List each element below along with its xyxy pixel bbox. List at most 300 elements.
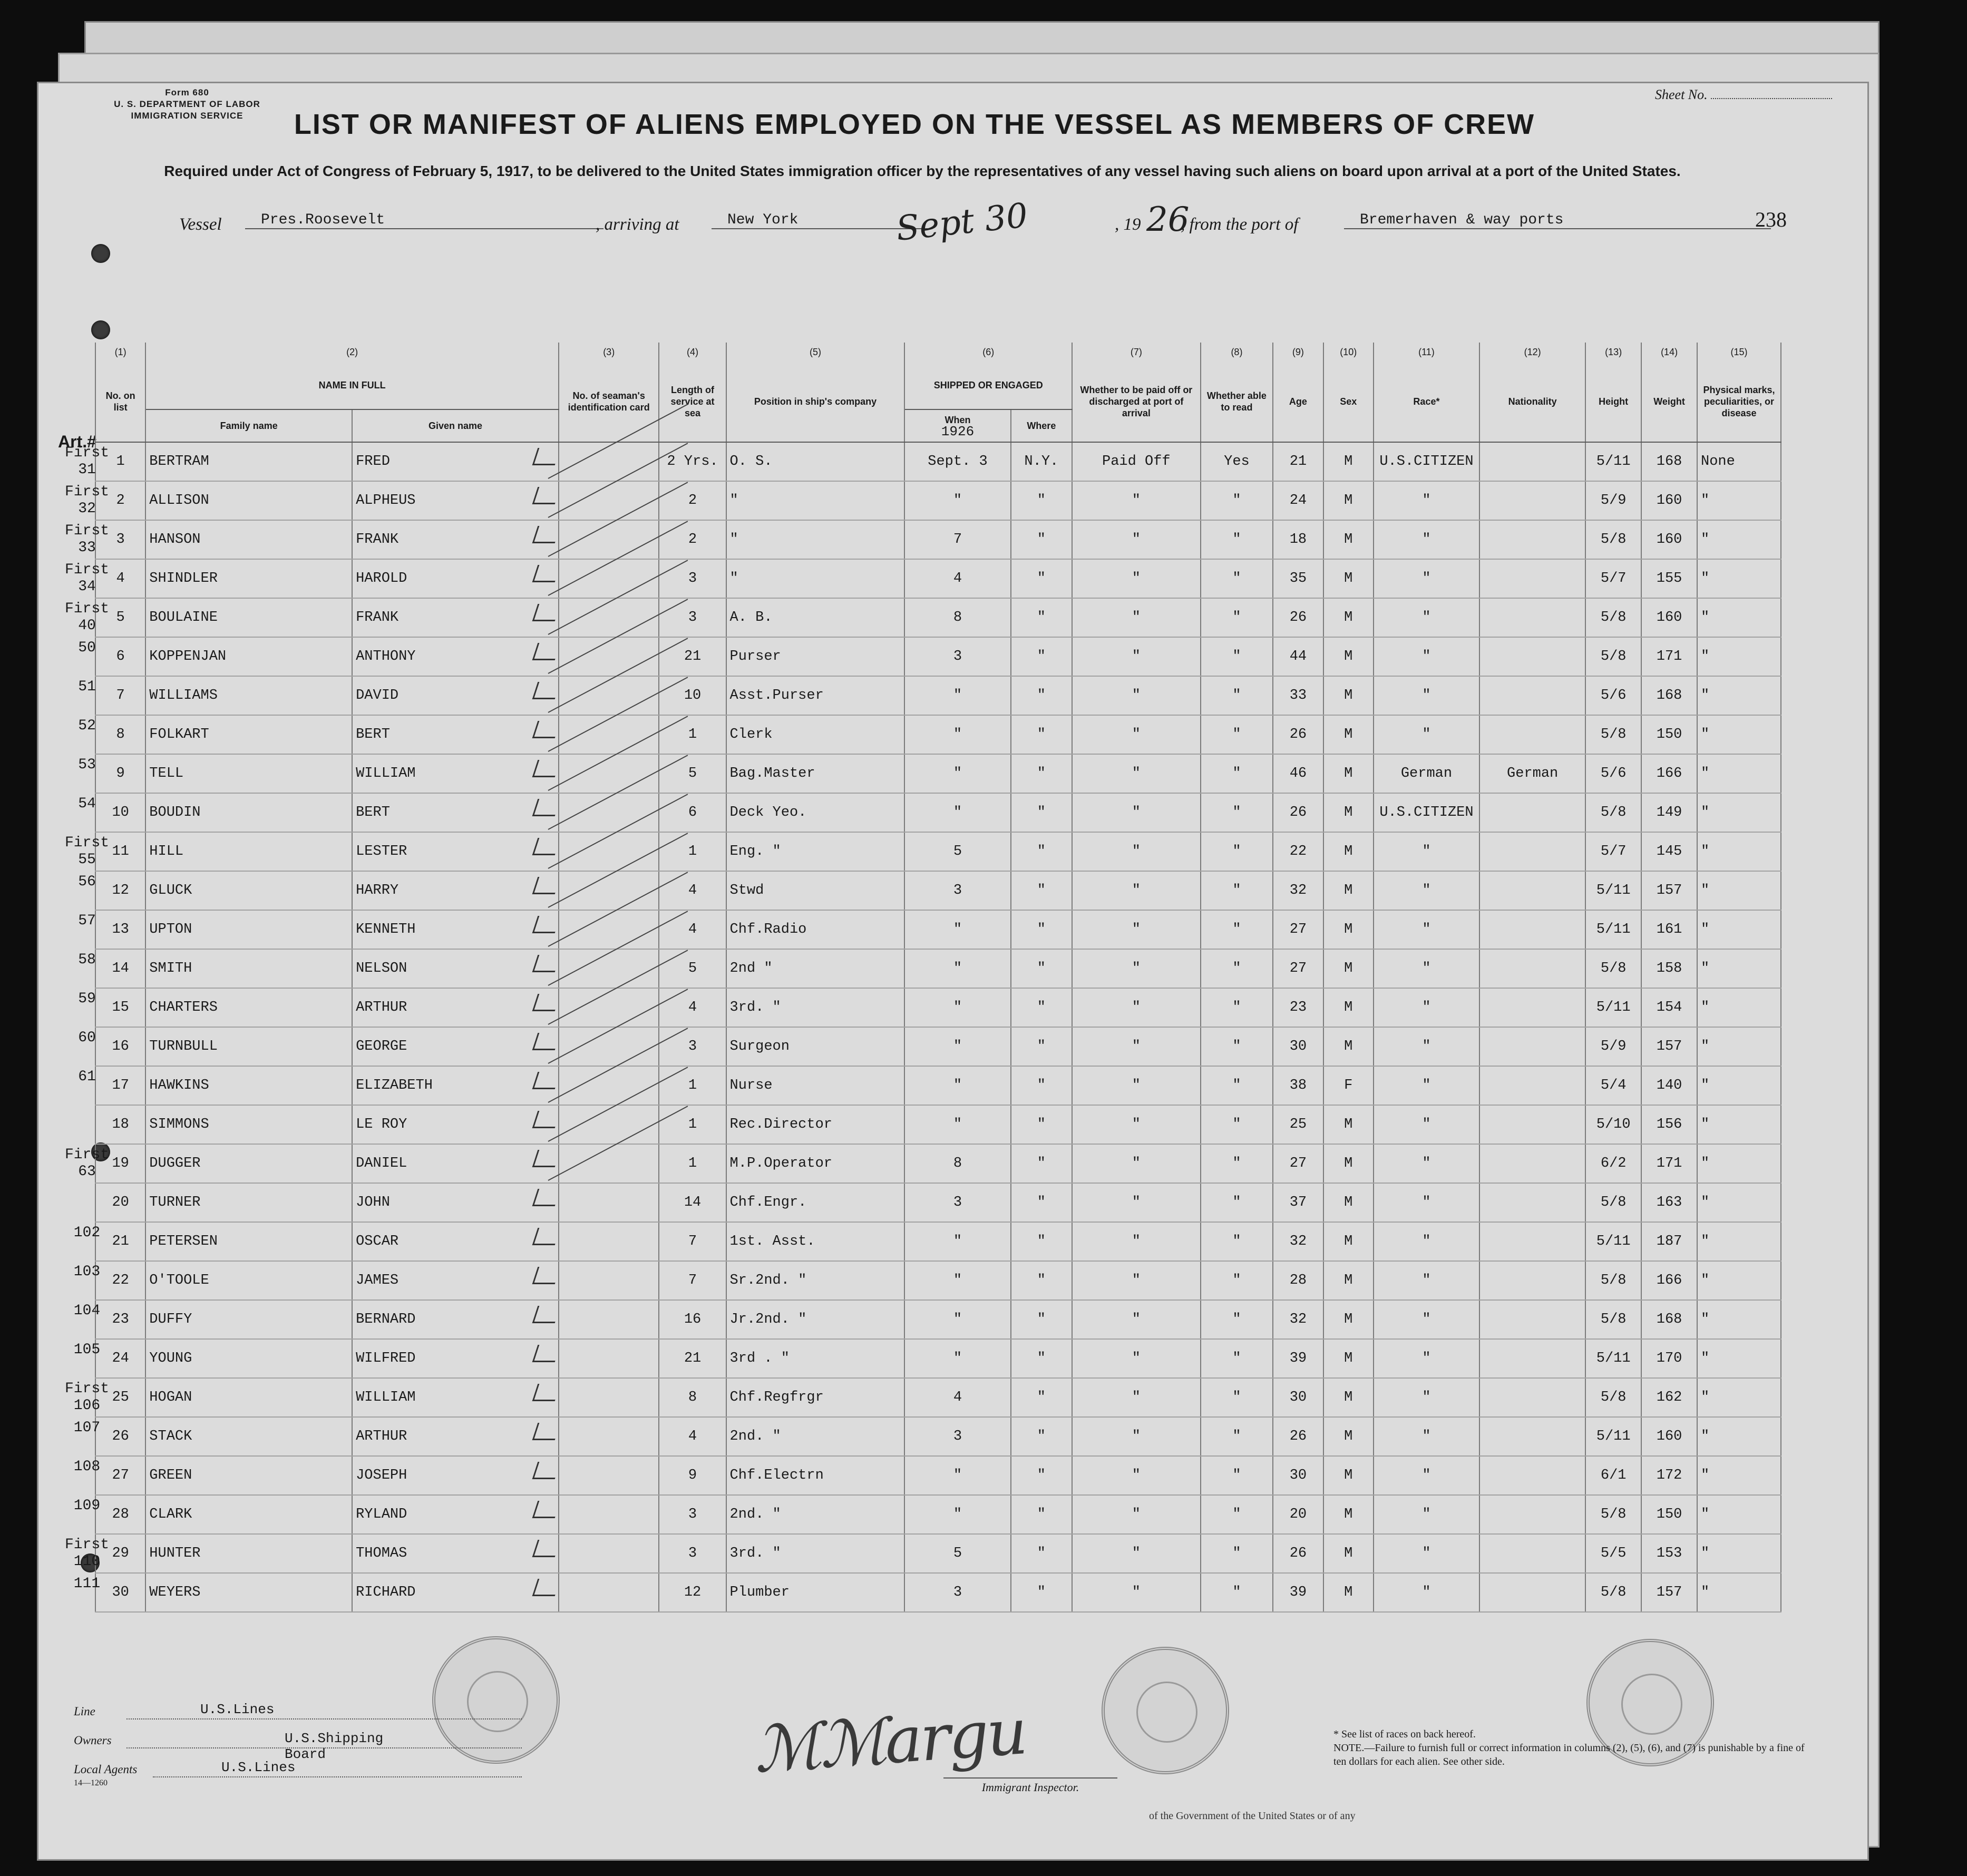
footer-agents [74,1760,296,1776]
sex-cell: M [1323,637,1374,676]
height-cell: 5/8 [1585,949,1641,988]
handwritten-date: Sept 30 [894,196,1030,249]
shipped-where-cell: " [1011,676,1072,715]
sex-cell: M [1323,598,1374,637]
art-number: First 40 [64,601,109,634]
physical-marks-cell: " [1697,1027,1781,1066]
art-number: First 31 [64,445,109,478]
position-cell: Chf.Radio [726,910,905,949]
able-to-read-cell: " [1201,871,1273,910]
table-row [95,1027,1781,1066]
position-cell: 1st. Asst. [726,1222,905,1261]
shipped-where-cell: " [1011,1534,1072,1573]
paid-off-cell: " [1072,715,1201,754]
table-row [95,1066,1781,1105]
position-cell: " [726,559,905,598]
given-name-cell: HAROLD [352,559,559,598]
year-prefix: , 19 [1115,215,1141,234]
art-number: 57 [78,913,96,929]
table-row [95,1222,1781,1261]
length-of-service-cell: 1 [659,832,726,871]
row-number-cell: 15 [95,988,145,1027]
given-name-cell: BERT [352,715,559,754]
position-cell: Rec.Director [726,1105,905,1144]
row-number-cell: 19 [95,1144,145,1183]
sex-cell: M [1323,1105,1374,1144]
shipped-when-cell: 4 [904,1378,1010,1417]
family-name-cell: GREEN [145,1456,352,1495]
footer-form-code: 14—1260 [74,1779,108,1787]
given-name-cell: GEORGE [352,1027,559,1066]
table-row [95,793,1781,832]
weight-cell: 168 [1641,442,1697,481]
header-given-name: Given name [352,409,559,442]
id-card-cell [559,481,659,520]
sheet-number [1655,87,1832,103]
paid-off-cell: " [1072,949,1201,988]
row-number-cell: 20 [95,1183,145,1222]
row-number-cell: 12 [95,871,145,910]
race-cell: " [1374,520,1479,559]
shipped-where-cell: " [1011,637,1072,676]
row-number-cell: 30 [95,1573,145,1612]
row-number-cell: 24 [95,1339,145,1378]
row-number-cell: 25 [95,1378,145,1417]
age-cell: 20 [1273,1495,1323,1534]
paid-off-cell: " [1072,871,1201,910]
age-cell: 26 [1273,715,1323,754]
paid-off-cell: " [1072,481,1201,520]
physical-marks-cell: " [1697,715,1781,754]
shipped-when-cell: " [904,1456,1010,1495]
race-cell: " [1374,715,1479,754]
position-cell: 2nd. " [726,1417,905,1456]
shipped-where-cell: " [1011,559,1072,598]
able-to-read-cell: " [1201,754,1273,793]
physical-marks-cell: " [1697,676,1781,715]
id-card-cell [559,1417,659,1456]
physical-marks-cell: " [1697,1495,1781,1534]
sex-cell: F [1323,1066,1374,1105]
able-to-read-cell: " [1201,598,1273,637]
shipped-when-cell: " [904,1066,1010,1105]
row-number-cell: 27 [95,1456,145,1495]
height-cell: 5/9 [1585,1027,1641,1066]
length-of-service-cell: 9 [659,1456,726,1495]
race-cell: " [1374,1261,1479,1300]
shipped-where-cell: " [1011,1495,1072,1534]
paid-off-cell: " [1072,1573,1201,1612]
family-name-cell: CHARTERS [145,988,352,1027]
length-of-service-cell: 21 [659,1339,726,1378]
race-cell: " [1374,910,1479,949]
consulate-seal [1102,1647,1229,1774]
family-name-cell: ALLISON [145,481,352,520]
id-card-cell [559,1456,659,1495]
family-name-cell: YOUNG [145,1339,352,1378]
weight-cell: 161 [1641,910,1697,949]
able-to-read-cell: " [1201,832,1273,871]
column-number: (11) [1374,343,1479,361]
table-row [95,1378,1781,1417]
weight-cell: 168 [1641,1300,1697,1339]
race-cell: " [1374,481,1479,520]
given-name-cell: WILFRED [352,1339,559,1378]
nationality-cell [1479,442,1585,481]
arriving-port: New York [712,212,928,229]
nationality-cell [1479,988,1585,1027]
table-row [95,1534,1781,1573]
able-to-read-cell: " [1201,1105,1273,1144]
able-to-read-cell: " [1201,1183,1273,1222]
id-card-cell [559,442,659,481]
art-number: 102 [73,1225,101,1241]
id-card-cell [559,1339,659,1378]
length-of-service-cell: 8 [659,1378,726,1417]
height-cell: 5/8 [1585,1495,1641,1534]
physical-marks-cell: " [1697,598,1781,637]
weight-cell: 163 [1641,1183,1697,1222]
position-cell: Bag.Master [726,754,905,793]
row-number-cell: 4 [95,559,145,598]
age-cell: 27 [1273,949,1323,988]
able-to-read-cell: " [1201,1300,1273,1339]
row-number-cell: 1 [95,442,145,481]
able-to-read-cell: " [1201,676,1273,715]
sex-cell: M [1323,1495,1374,1534]
sex-cell: M [1323,1417,1374,1456]
vessel-name: Pres.Roosevelt [245,212,603,229]
manifest-body [95,442,1781,1612]
position-cell: Nurse [726,1066,905,1105]
inspector-label: Immigrant Inspector. [943,1777,1117,1794]
weight-cell: 160 [1641,520,1697,559]
row-number-cell: 28 [95,1495,145,1534]
sex-cell: M [1323,832,1374,871]
department-name: U. S. DEPARTMENT OF LABOR [114,99,260,109]
position-cell: Surgeon [726,1027,905,1066]
height-cell: 5/11 [1585,1339,1641,1378]
sex-cell: M [1323,1300,1374,1339]
height-cell: 5/11 [1585,1417,1641,1456]
given-name-cell: FRED [352,442,559,481]
given-name-cell: ELIZABETH [352,1066,559,1105]
length-of-service-cell: 1 [659,1105,726,1144]
nationality-cell [1479,520,1585,559]
able-to-read-cell: " [1201,715,1273,754]
given-name-cell: FRANK [352,598,559,637]
row-number-cell: 29 [95,1534,145,1573]
shipped-when-cell: " [904,1495,1010,1534]
given-name-cell: WILLIAM [352,1378,559,1417]
art-number: 111 [73,1576,101,1592]
page-subtitle: Required under Act of Congress of February 5, 1917, to be delivered to the United States immigration officer by the representatives of any vessel having such aliens on board upon arrival at a port of the United States. [164,163,1681,179]
id-card-cell [559,832,659,871]
table-row [95,1573,1781,1612]
row-number-cell: 13 [95,910,145,949]
race-cell: " [1374,832,1479,871]
art-number: 61 [78,1069,96,1085]
height-cell: 5/8 [1585,1300,1641,1339]
able-to-read-cell: " [1201,637,1273,676]
column-number: (6) [904,343,1072,361]
race-cell: " [1374,1456,1479,1495]
art-number: First 110 [64,1537,109,1570]
position-cell: 2nd " [726,949,905,988]
position-cell: " [726,481,905,520]
length-of-service-cell: 10 [659,676,726,715]
id-card-cell [559,1183,659,1222]
race-cell: " [1374,949,1479,988]
position-cell: Jr.2nd. " [726,1300,905,1339]
page-number: 238 [1755,208,1787,231]
agents-value: U.S.Lines [221,1760,296,1775]
position-cell: Asst.Purser [726,676,905,715]
footer-line [74,1702,275,1718]
table-row [95,559,1781,598]
length-of-service-cell: 4 [659,910,726,949]
service-name: IMMIGRATION SERVICE [131,111,244,121]
nationality-cell [1479,1144,1585,1183]
age-cell: 24 [1273,481,1323,520]
table-row [95,442,1781,481]
row-number-cell: 7 [95,676,145,715]
given-name-cell: ALPHEUS [352,481,559,520]
sex-cell: M [1323,1534,1374,1573]
length-of-service-cell: 21 [659,637,726,676]
header-no-on-list: No. on list [95,361,145,442]
given-name-cell: BERT [352,793,559,832]
weight-cell: 150 [1641,715,1697,754]
nationality-cell [1479,481,1585,520]
position-cell: " [726,520,905,559]
position-cell: 3rd. " [726,1534,905,1573]
physical-marks-cell: " [1697,1105,1781,1144]
physical-marks-cell: " [1697,1534,1781,1573]
height-cell: 5/8 [1585,1378,1641,1417]
nationality-cell [1479,676,1585,715]
weight-cell: 162 [1641,1378,1697,1417]
crew-manifest-table [95,343,1781,1613]
weight-cell: 149 [1641,793,1697,832]
header-name-in-full: NAME IN FULL [145,361,559,409]
physical-marks-cell: " [1697,832,1781,871]
paid-off-cell: " [1072,1378,1201,1417]
shipped-when-cell: 3 [904,1183,1010,1222]
height-cell: 5/6 [1585,676,1641,715]
height-cell: 5/5 [1585,1534,1641,1573]
length-of-service-cell: 7 [659,1261,726,1300]
id-card-cell [559,988,659,1027]
art-number: 109 [73,1498,101,1514]
table-row [95,1144,1781,1183]
column-number: (9) [1273,343,1323,361]
shipped-where-cell: " [1011,910,1072,949]
race-cell: " [1374,676,1479,715]
table-row [95,1183,1781,1222]
weight-cell: 168 [1641,676,1697,715]
nationality-cell [1479,949,1585,988]
length-of-service-cell: 2 [659,481,726,520]
height-cell: 5/11 [1585,910,1641,949]
age-cell: 30 [1273,1378,1323,1417]
length-of-service-cell: 5 [659,949,726,988]
race-cell: " [1374,1222,1479,1261]
table-row [95,1300,1781,1339]
nationality-cell [1479,1105,1585,1144]
position-cell: Chf.Regfrgr [726,1378,905,1417]
given-name-cell: JOSEPH [352,1456,559,1495]
id-card-cell [559,1027,659,1066]
physical-marks-cell: " [1697,1066,1781,1105]
race-cell: " [1374,1183,1479,1222]
form-number: Form 680 [165,87,209,97]
nationality-cell [1479,598,1585,637]
able-to-read-cell: " [1201,1144,1273,1183]
column-number: (15) [1697,343,1781,361]
age-cell: 27 [1273,910,1323,949]
row-number-cell: 11 [95,832,145,871]
nationality-cell [1479,1495,1585,1534]
height-cell: 5/10 [1585,1105,1641,1144]
able-to-read-cell: " [1201,1456,1273,1495]
race-cell: " [1374,637,1479,676]
physical-marks-cell: " [1697,1339,1781,1378]
height-cell: 5/8 [1585,1573,1641,1612]
row-number-cell: 6 [95,637,145,676]
age-cell: 30 [1273,1456,1323,1495]
family-name-cell: TURNBULL [145,1027,352,1066]
nationality-cell: German [1479,754,1585,793]
physical-marks-cell: " [1697,1183,1781,1222]
art-number: First 33 [64,523,109,556]
position-cell: Chf.Electrn [726,1456,905,1495]
height-cell: 6/2 [1585,1144,1641,1183]
race-cell: " [1374,988,1479,1027]
shipped-when-cell: 3 [904,1573,1010,1612]
shipped-where-cell: " [1011,520,1072,559]
weight-cell: 187 [1641,1222,1697,1261]
column-number-row [95,343,1781,361]
shipped-where-cell: " [1011,988,1072,1027]
header-weight: Weight [1641,361,1697,442]
id-card-cell [559,715,659,754]
art-number: First 32 [64,484,109,517]
shipped-when-cell: " [904,481,1010,520]
shipped-when-cell: " [904,754,1010,793]
column-number: (7) [1072,343,1201,361]
paid-off-cell: " [1072,793,1201,832]
paid-off-cell: " [1072,832,1201,871]
table-row [95,988,1781,1027]
from-port: Bremerhaven & way ports [1344,212,1771,229]
shipped-when-cell: " [904,715,1010,754]
age-cell: 39 [1273,1339,1323,1378]
age-cell: 35 [1273,559,1323,598]
arriving-label: , arriving at [596,215,679,234]
id-card-cell [559,1105,659,1144]
nationality-cell [1479,637,1585,676]
race-cell: " [1374,1105,1479,1144]
family-name-cell: HANSON [145,520,352,559]
physical-marks-cell: " [1697,520,1781,559]
id-card-cell [559,1534,659,1573]
race-cell: " [1374,1066,1479,1105]
height-cell: 6/1 [1585,1456,1641,1495]
family-name-cell: HILL [145,832,352,871]
able-to-read-cell: " [1201,1495,1273,1534]
sex-cell: M [1323,949,1374,988]
table-row [95,832,1781,871]
id-card-cell [559,676,659,715]
table-row [95,598,1781,637]
given-name-cell: DANIEL [352,1144,559,1183]
row-number-cell: 17 [95,1066,145,1105]
physical-marks-cell: " [1697,910,1781,949]
physical-marks-cell: " [1697,871,1781,910]
length-of-service-cell: 3 [659,559,726,598]
shipped-when-cell: 3 [904,1417,1010,1456]
art-number: 53 [78,757,96,773]
shipped-when-cell: " [904,1339,1010,1378]
shipped-where-cell: N.Y. [1011,442,1072,481]
table-row [95,1456,1781,1495]
height-cell: 5/11 [1585,988,1641,1027]
physical-marks-cell: " [1697,481,1781,520]
weight-cell: 155 [1641,559,1697,598]
header-family-name: Family name [145,409,352,442]
age-cell: 18 [1273,520,1323,559]
row-number-cell: 22 [95,1261,145,1300]
paid-off-cell: " [1072,676,1201,715]
shipped-where-cell: " [1011,715,1072,754]
table-row [95,1495,1781,1534]
position-cell: Eng. " [726,832,905,871]
art-column-label: Art.# [58,432,96,451]
table-row [95,715,1781,754]
age-cell: 22 [1273,832,1323,871]
shipped-when-cell: " [904,676,1010,715]
art-number: 105 [73,1342,101,1358]
length-of-service-cell: 3 [659,1495,726,1534]
sex-cell: M [1323,676,1374,715]
family-name-cell: SMITH [145,949,352,988]
age-cell: 37 [1273,1183,1323,1222]
header-paid-off: Whether to be paid off or discharged at port of arrival [1072,361,1201,442]
shipped-when-cell: 5 [904,832,1010,871]
column-number: (12) [1479,343,1585,361]
position-cell: A. B. [726,598,905,637]
able-to-read-cell: " [1201,1339,1273,1378]
inspector-signature: ℳℳargu [751,1695,1028,1787]
paid-off-cell: " [1072,1222,1201,1261]
nationality-cell [1479,1300,1585,1339]
length-of-service-cell: 12 [659,1573,726,1612]
consulate-seal [432,1636,560,1764]
physical-marks-cell: " [1697,1573,1781,1612]
paid-off-cell: " [1072,598,1201,637]
header-id-card: No. of seaman's identification card [559,361,659,442]
family-name-cell: DUFFY [145,1300,352,1339]
given-name-cell: THOMAS [352,1534,559,1573]
weight-cell: 166 [1641,754,1697,793]
weight-cell: 171 [1641,637,1697,676]
page-title: LIST OR MANIFEST OF ALIENS EMPLOYED ON THE VESSEL AS MEMBERS OF CREW [294,109,1535,140]
table-row [95,1339,1781,1378]
shipped-when-cell: " [904,988,1010,1027]
able-to-read-cell: " [1201,559,1273,598]
shipped-where-cell: " [1011,1456,1072,1495]
